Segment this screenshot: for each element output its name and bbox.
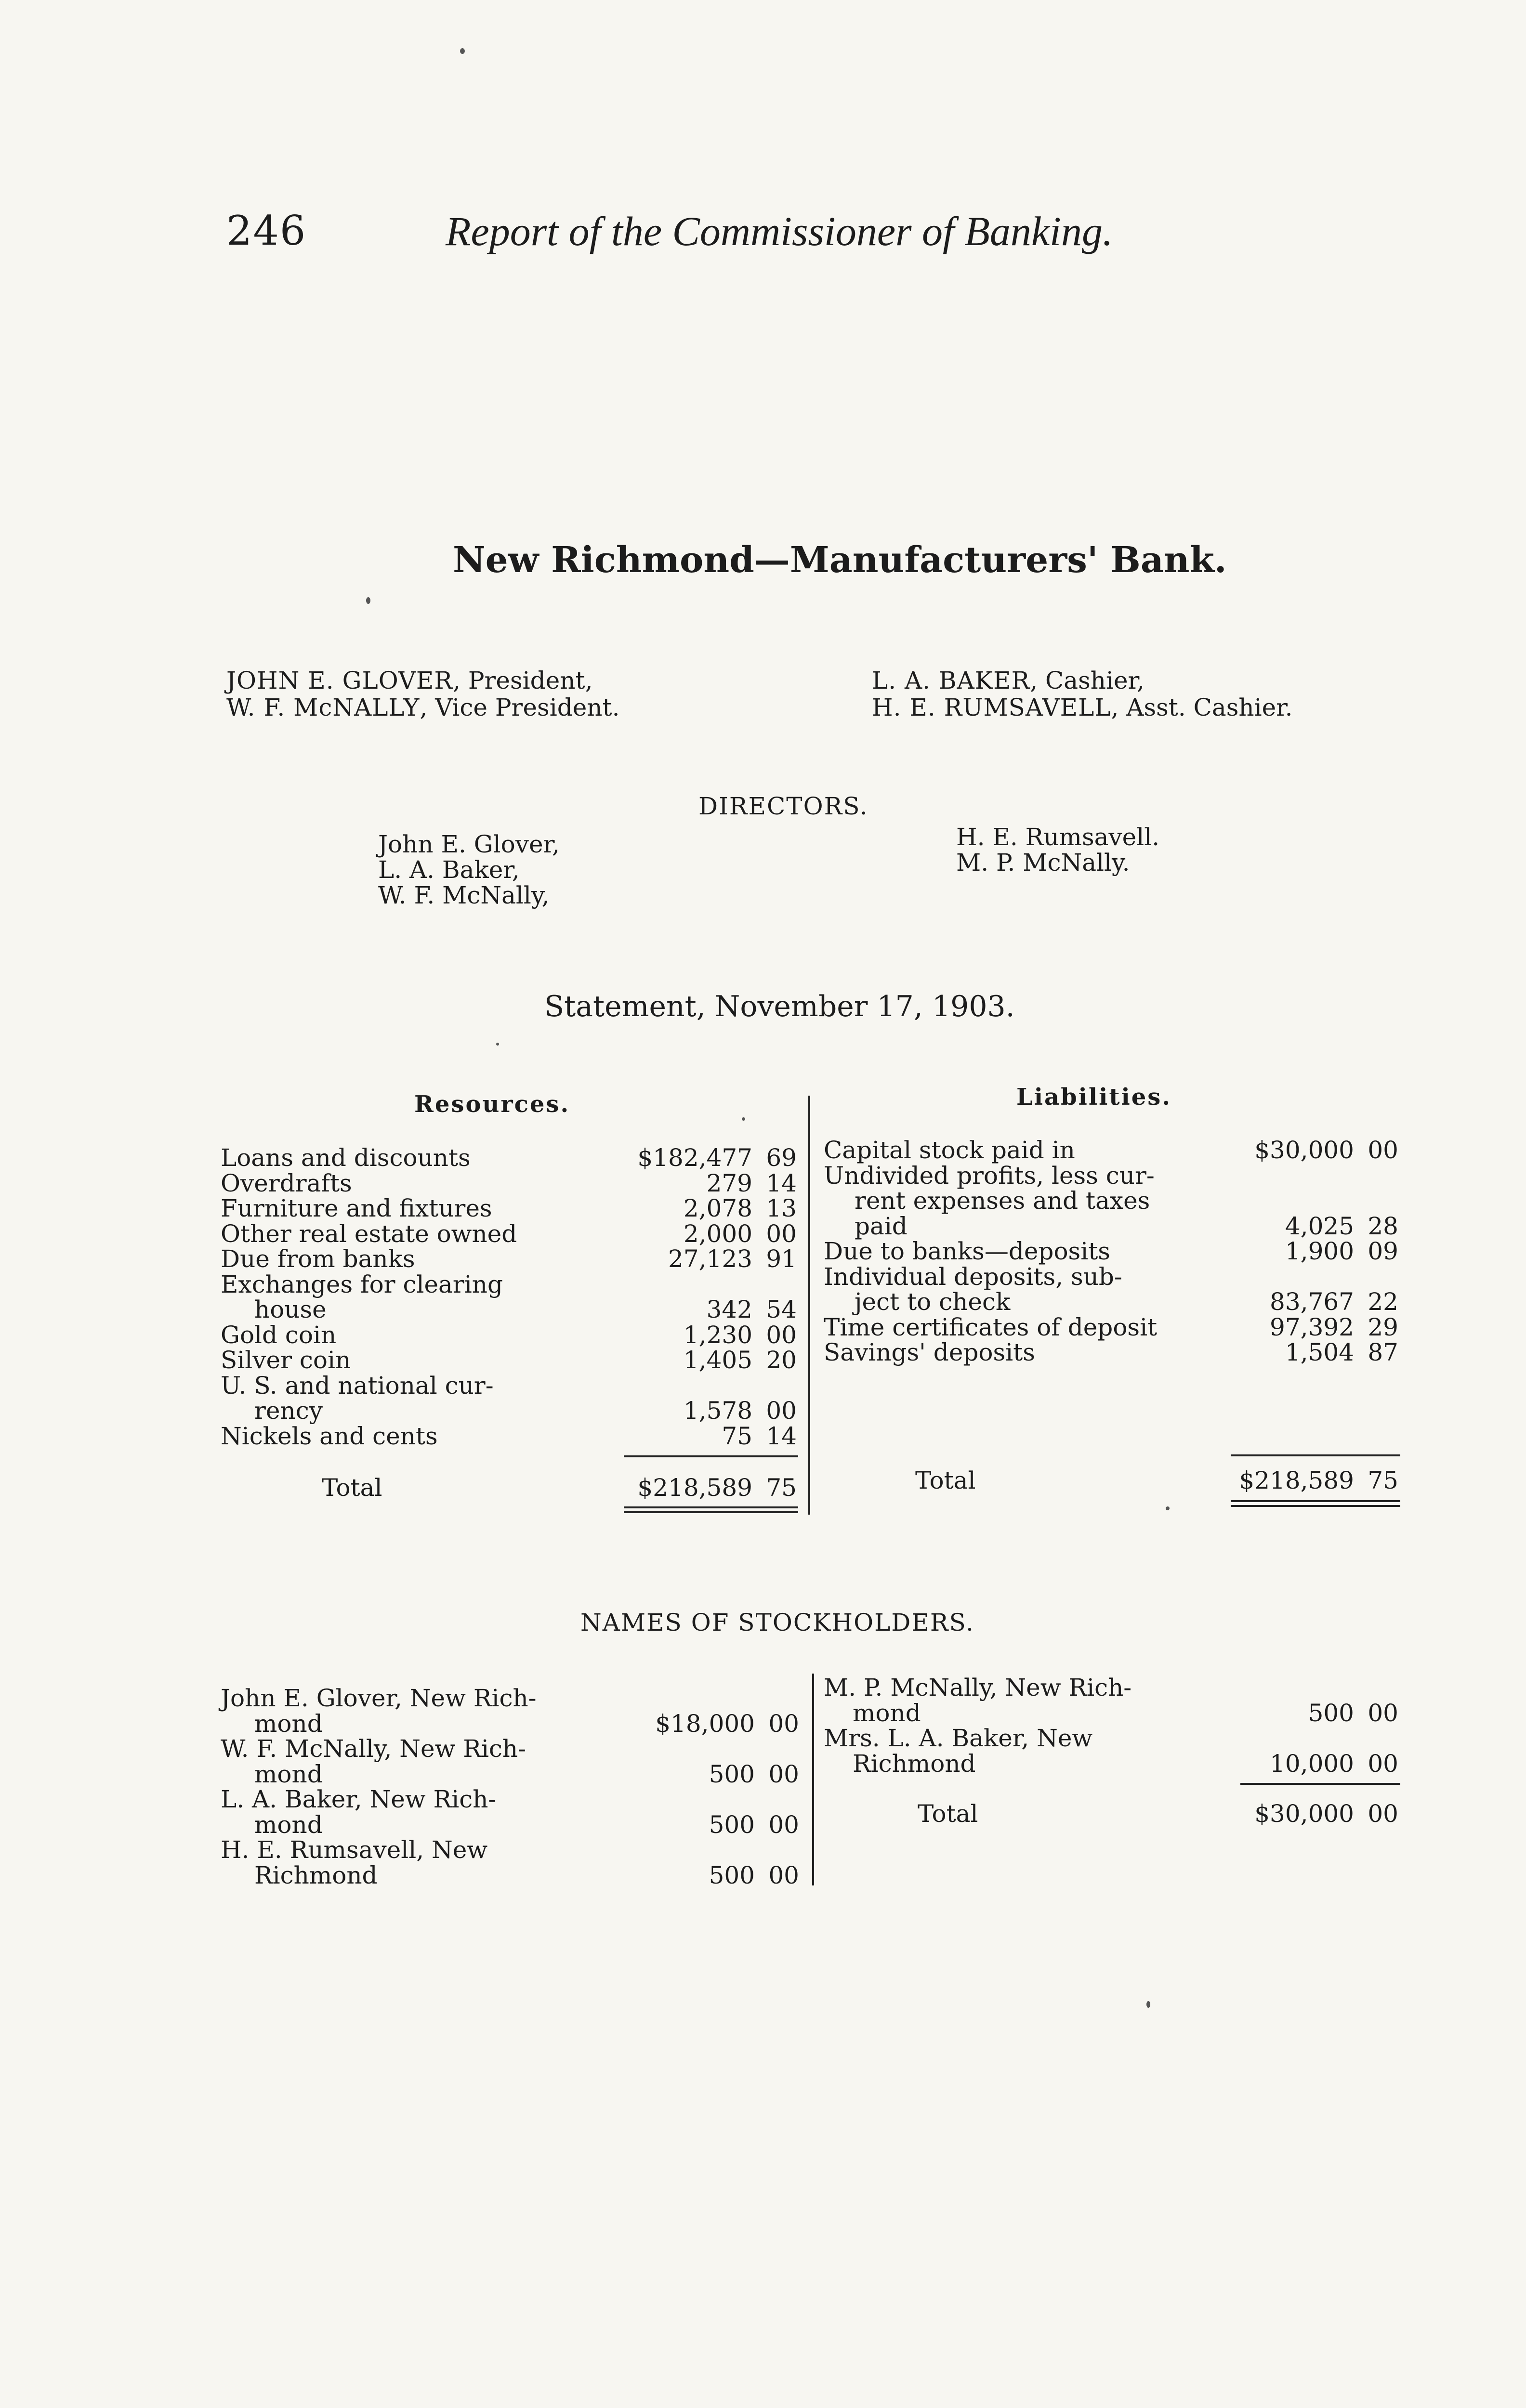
row-label: Silver coin	[221, 1346, 351, 1374]
amount-cents: 00	[1368, 1699, 1398, 1727]
row-label: rent expenses and taxes	[855, 1187, 1150, 1215]
double-rule	[1231, 1500, 1400, 1502]
row-label: Gold coin	[221, 1321, 337, 1349]
row-label: ject to check	[855, 1288, 1011, 1316]
director-name: H. E. Rumsavell.	[956, 823, 1160, 851]
row-label: Overdrafts	[221, 1169, 352, 1197]
row-label: Loans and discounts	[221, 1144, 471, 1172]
officer-name: H. E. RUMSAVELL	[872, 694, 1111, 721]
amount-dollars: $182,477	[637, 1144, 752, 1172]
amount-dollars: 500	[1308, 1699, 1354, 1727]
liabilities-heading: Liabilities.	[1016, 1084, 1172, 1111]
amount-dollars: 500	[709, 1861, 755, 1889]
officer-title: Vice President.	[435, 694, 620, 721]
row-label: paid	[855, 1212, 908, 1240]
resource-row	[221, 1322, 799, 1348]
liability-row	[824, 1264, 1400, 1290]
amount-dollars: 1,405	[683, 1346, 752, 1374]
row-label: Due from banks	[221, 1245, 415, 1273]
resource-row	[221, 1348, 799, 1373]
resource-row-cont	[221, 1297, 799, 1322]
amount-cents: 87	[1368, 1338, 1398, 1366]
resource-row	[221, 1145, 799, 1171]
stockholder-row	[221, 1787, 801, 1812]
double-rule	[1231, 1505, 1400, 1507]
scan-speck	[1146, 2001, 1150, 2008]
director-name: M. P. McNally.	[956, 849, 1130, 877]
scan-speck	[496, 1043, 499, 1046]
row-label: Due to banks—deposits	[824, 1237, 1110, 1265]
amount-cents: 69	[766, 1144, 797, 1172]
resources-heading: Resources.	[414, 1091, 570, 1118]
stockholder-row-cont	[221, 1711, 801, 1737]
amount-cents: 00	[1368, 1749, 1398, 1778]
amount-dollars: $30,000	[1254, 1136, 1354, 1164]
row-label: rency	[254, 1397, 323, 1425]
row-label: Savings' deposits	[824, 1338, 1035, 1366]
amount-dollars: 4,025	[1285, 1212, 1354, 1240]
resource-row	[221, 1272, 799, 1297]
row-label: Individual deposits, sub-	[824, 1262, 1122, 1291]
stockholders-divider	[812, 1674, 814, 1885]
amount-cents: 00	[768, 1760, 799, 1788]
amount-dollars: $218,589	[1239, 1466, 1354, 1494]
amount-cents: 75	[1368, 1466, 1398, 1494]
amount-cents: 00	[766, 1321, 797, 1349]
row-label: Nickels and cents	[221, 1422, 438, 1450]
amount-cents: 75	[766, 1474, 797, 1502]
amount-cents: 14	[766, 1169, 797, 1197]
liability-row	[824, 1138, 1400, 1163]
liability-row	[824, 1340, 1400, 1365]
row-label: mond	[254, 1709, 323, 1738]
row-label: Exchanges for clearing	[221, 1270, 503, 1298]
statement-date: Statement, November 17, 1903.	[544, 990, 1015, 1023]
amount-dollars: 2,078	[683, 1194, 752, 1222]
amount-cents: 91	[766, 1245, 797, 1273]
row-label: L. A. Baker, New Rich-	[221, 1785, 497, 1813]
amount-cents: 28	[1368, 1212, 1398, 1240]
row-label: Richmond	[853, 1749, 976, 1778]
amount-dollars: $30,000	[1254, 1800, 1354, 1828]
total-label: Total	[918, 1800, 978, 1828]
amount-dollars: 500	[709, 1810, 755, 1839]
officer-title: Asst. Cashier.	[1126, 694, 1293, 721]
stockholder-row-cont	[824, 1751, 1400, 1777]
liability-row-cont	[824, 1214, 1400, 1239]
scan-speck	[366, 597, 370, 604]
total-rule	[1231, 1454, 1400, 1456]
running-head	[226, 207, 1286, 265]
stockholder-row-cont	[221, 1863, 801, 1888]
amount-dollars: 27,123	[668, 1245, 752, 1273]
bank-title: New Richmond—Manufacturers' Bank.	[453, 539, 1227, 581]
officer-name: W. F. McNALLY	[226, 694, 420, 721]
stockholders-total-row	[824, 1801, 1400, 1826]
row-label: U. S. and national cur-	[221, 1371, 494, 1400]
amount-dollars: 500	[709, 1760, 755, 1788]
scan-speck	[742, 1117, 745, 1121]
amount-dollars: 279	[706, 1169, 752, 1197]
double-rule	[624, 1506, 798, 1508]
officer-title: Cashier,	[1045, 667, 1144, 694]
row-label: Mrs. L. A. Baker, New	[824, 1724, 1093, 1752]
officer-title: President,	[468, 667, 593, 694]
amount-cents: 00	[768, 1709, 799, 1738]
amount-dollars: $218,589	[637, 1474, 752, 1502]
amount-cents: 13	[766, 1194, 797, 1222]
amount-dollars: 342	[706, 1296, 752, 1323]
amount-dollars: 1,900	[1285, 1237, 1354, 1265]
liability-row-cont	[824, 1289, 1400, 1315]
row-label: Other real estate owned	[221, 1219, 517, 1248]
liabilities-total-row	[824, 1468, 1400, 1493]
stockholder-row	[824, 1726, 1400, 1751]
amount-dollars: 10,000	[1270, 1749, 1354, 1778]
liability-row	[824, 1163, 1400, 1189]
amount-cents: 00	[1368, 1800, 1398, 1828]
directors-heading: DIRECTORS.	[698, 792, 868, 820]
amount-cents: 22	[1368, 1288, 1398, 1316]
director-name: W. F. McNally,	[378, 881, 550, 909]
amount-cents: 00	[768, 1861, 799, 1889]
resource-row	[221, 1171, 799, 1196]
amount-dollars: $18,000	[655, 1709, 755, 1738]
row-label: Furniture and fixtures	[221, 1194, 492, 1222]
amount-cents: 54	[766, 1296, 797, 1323]
total-rule	[624, 1455, 798, 1457]
stockholders-heading: NAMES OF STOCKHOLDERS.	[580, 1609, 974, 1636]
amount-dollars: 2,000	[683, 1219, 752, 1248]
row-label: John E. Glover, New Rich-	[221, 1684, 537, 1712]
scan-speck	[460, 48, 465, 54]
amount-dollars: 1,504	[1285, 1338, 1354, 1366]
director-name: John E. Glover,	[378, 830, 560, 858]
amount-cents: 00	[766, 1219, 797, 1248]
director-name: L. A. Baker,	[378, 856, 520, 884]
officer-name: JOHN E. GLOVER	[226, 667, 453, 694]
row-label: house	[254, 1296, 327, 1323]
row-label: Richmond	[254, 1861, 378, 1889]
row-label: mond	[254, 1810, 323, 1839]
liability-row	[824, 1239, 1400, 1264]
row-label: mond	[254, 1760, 323, 1788]
amount-cents: 09	[1368, 1237, 1398, 1265]
stockholder-row	[221, 1686, 801, 1711]
amount-dollars: 75	[722, 1422, 752, 1450]
running-title: Report of the Commissioner of Banking.	[446, 208, 1113, 254]
resource-row	[221, 1221, 799, 1247]
officer-row: W. F. McNALLY, Vice President.	[226, 694, 620, 721]
row-label: mond	[853, 1699, 921, 1727]
stockholder-row-cont	[221, 1762, 801, 1787]
officer-row: H. E. RUMSAVELL, Asst. Cashier.	[872, 694, 1293, 721]
officer-row: L. A. BAKER, Cashier,	[872, 667, 1144, 694]
amount-cents: 29	[1368, 1313, 1398, 1341]
amount-cents: 14	[766, 1422, 797, 1450]
stockholder-row	[824, 1675, 1400, 1701]
resources-total-row	[221, 1475, 799, 1500]
column-divider	[808, 1096, 810, 1515]
scan-speck	[1166, 1506, 1170, 1510]
double-rule	[624, 1511, 798, 1513]
total-label: Total	[322, 1474, 382, 1502]
stockholder-row	[221, 1736, 801, 1762]
stockholder-row-cont	[824, 1701, 1400, 1726]
stockholder-row	[221, 1837, 801, 1863]
row-label: M. P. McNally, New Rich-	[824, 1674, 1132, 1701]
amount-dollars: 1,230	[683, 1321, 752, 1349]
amount-cents: 00	[768, 1810, 799, 1839]
amount-dollars: 83,767	[1270, 1288, 1354, 1316]
resource-row	[221, 1424, 799, 1449]
stockholder-row-cont	[221, 1812, 801, 1838]
amount-dollars: 97,392	[1270, 1313, 1354, 1341]
resource-row	[221, 1373, 799, 1399]
resource-row	[221, 1246, 799, 1272]
row-label: Time certificates of deposit	[824, 1313, 1158, 1341]
liability-row	[824, 1315, 1400, 1340]
row-label: Undivided profits, less cur-	[824, 1161, 1155, 1190]
liability-row-cont	[824, 1188, 1400, 1214]
row-label: W. F. McNally, New Rich-	[221, 1735, 526, 1763]
row-label: Capital stock paid in	[824, 1136, 1075, 1164]
resource-row-cont	[221, 1398, 799, 1424]
total-rule	[1240, 1783, 1400, 1785]
amount-cents: 20	[766, 1346, 797, 1374]
total-label: Total	[915, 1466, 976, 1494]
row-label: H. E. Rumsavell, New	[221, 1836, 488, 1864]
amount-cents: 00	[1368, 1136, 1398, 1164]
amount-dollars: 1,578	[683, 1397, 752, 1425]
amount-cents: 00	[766, 1397, 797, 1425]
officer-name: L. A. BAKER	[872, 667, 1030, 694]
officer-row: JOHN E. GLOVER, President,	[226, 667, 593, 694]
page-number: 246	[226, 207, 307, 254]
resource-row	[221, 1196, 799, 1221]
